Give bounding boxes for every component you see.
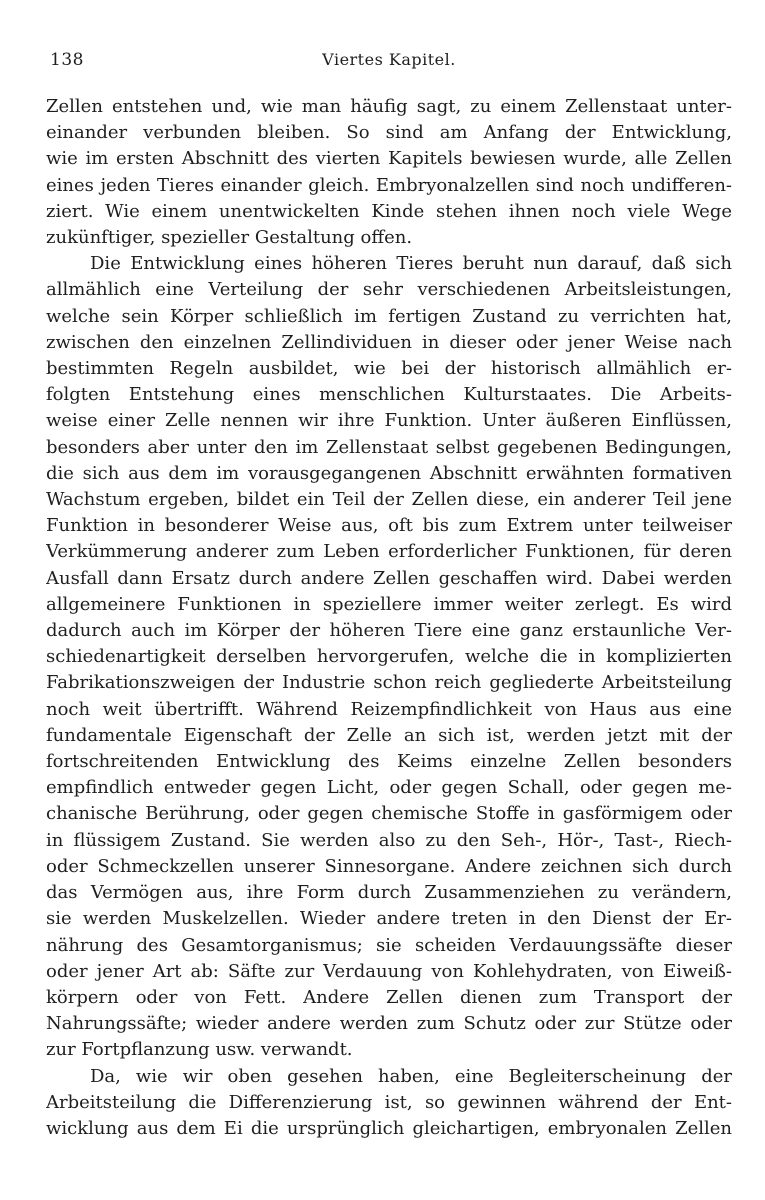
text-line: einander verbunden bleiben. So sind am Anfang der Entwicklung, [46,122,732,144]
text-line: in flüssigem Zustand. Sie werden also zu den Seh-, Hör-, Tast-, Riech- [46,829,732,851]
text-line: Funktion in besonderer Weise aus, oft bis zum Extrem unter teilweiser [46,515,732,537]
running-head [46,50,732,76]
book-page [46,50,732,1142]
text-line: empfindlich entweder gegen Licht, oder gegen Schall, oder gegen me- [46,777,732,799]
text-line: eines jeden Tieres einander gleich. Embryonalzellen sind noch undifferen- [46,174,732,196]
text-line: ziert. Wie einem unentwickelten Kinde stehen ihnen noch viele Wege [46,200,732,222]
text-line: Ausfall dann Ersatz durch andere Zellen geschaffen wird. Dabei werden [46,567,732,589]
chapter-title: Viertes Kapitel. [322,50,456,69]
text-line: dadurch auch im Körper der höheren Tiere eine ganz erstaunliche Ver- [46,620,732,642]
text-line: Nahrungssäfte; wieder andere werden zum Schutz oder zur Stütze oder [46,1013,732,1035]
body-text [46,94,732,1142]
text-line: das Vermögen aus, ihre Form durch Zusammenziehen zu verändern, [46,882,732,904]
text-line: zur Fortpflanzung usw. verwandt. [46,1039,353,1061]
text-line: folgten Entstehung eines menschlichen Kulturstaates. Die Arbeits- [46,384,732,406]
text-line: chanische Berührung, oder gegen chemische Stoffe in gasförmigem oder [46,803,732,825]
text-line: körpern oder von Fett. Andere Zellen dienen zum Transport der [46,986,732,1008]
text-line: weise einer Zelle nennen wir ihre Funktion. Unter äußeren Einflüssen, [46,410,732,432]
text-line: die sich aus dem im vorausgegangenen Abschnitt erwähnten formativen [46,462,732,484]
text-line: Arbeitsteilung die Differenzierung ist, so gewinnen während der Ent- [46,1091,732,1113]
text-line: fundamentale Eigenschaft der Zelle an sich ist, werden jetzt mit der [46,724,732,746]
text-line: welche sein Körper schließlich im fertigen Zustand zu verrichten hat, [46,305,732,327]
text-line: noch weit übertrifft. Während Reizempfindlichkeit von Haus aus eine [46,698,732,720]
text-line: allgemeinere Funktionen in speziellere immer weiter zerlegt. Es wird [46,593,732,615]
text-line: Da, wie wir oben gesehen haben, eine Begleiterscheinung der [90,1065,732,1087]
text-line: allmählich eine Verteilung der sehr verschiedenen Arbeitsleistungen, [46,279,732,301]
text-line: zukünftiger, spezieller Gestaltung offen. [46,227,413,249]
text-line: Die Entwicklung eines höheren Tieres beruht nun darauf, daß sich [90,253,732,275]
text-line: fortschreitenden Entwicklung des Keims einzelne Zellen besonders [46,751,732,773]
text-line: Zellen entstehen und, wie man häufig sagt, zu einem Zellenstaat unter- [46,96,732,117]
text-line: Fabrikationszweigen der Industrie schon reich gegliederte Arbeitsteilung [46,672,732,694]
text-line: schiedenartigkeit derselben hervorgerufen, welche die in komplizierten [46,646,732,668]
text-line: zwischen den einzelnen Zellindividuen in dieser oder jener Weise nach [46,331,732,353]
text-line: bestimmten Regeln ausbildet, wie bei der historisch allmählich er- [46,358,732,380]
text-line: wicklung aus dem Ei die ursprünglich gleichartigen, embryonalen Zellen [46,1117,732,1139]
text-line: sie werden Muskelzellen. Wieder andere treten in den Dienst der Er- [46,908,732,930]
text-line: besonders aber unter den im Zellenstaat selbst gegebenen Bedingungen, [46,436,732,458]
text-line: Wachstum ergeben, bildet ein Teil der Zellen diese, ein anderer Teil jene [46,489,732,511]
text-line: wie im ersten Abschnitt des vierten Kapitels bewiesen wurde, alle Zellen [46,148,732,170]
text-line: Verkümmerung anderer zum Leben erforderlicher Funktionen, für deren [46,541,732,563]
text-line: oder Schmeckzellen unserer Sinnesorgane. Andere zeichnen sich durch [46,855,732,877]
page-number: 138 [50,50,84,70]
text-line: oder jener Art ab: Säfte zur Verdauung von Kohlehydraten, von Eiweiß- [46,960,732,982]
text-line: nährung des Gesamtorganismus; sie scheiden Verdauungssäfte dieser [46,934,732,956]
